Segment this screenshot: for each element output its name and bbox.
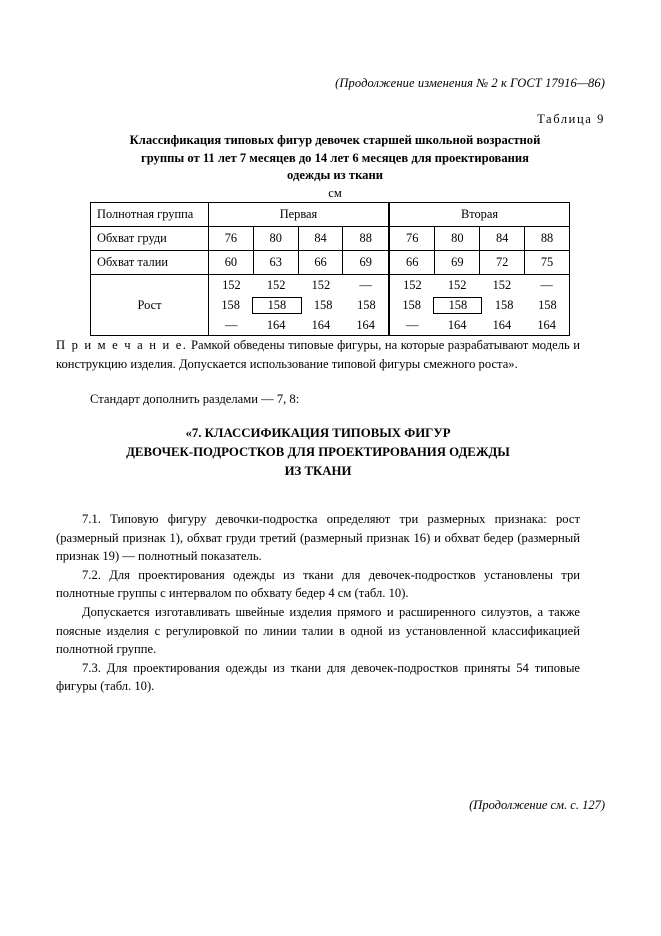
cell-height-g1-0-2: 152 <box>311 277 331 292</box>
cell-waist-g1-2: 66 <box>298 251 343 275</box>
cell-height-g2-0-2: 152 <box>492 277 512 292</box>
cell-height-g1-2-0: — <box>225 317 238 332</box>
cell-waist-g2-3: 75 <box>525 251 570 275</box>
cell-height-g1-2-3: 164 <box>356 317 375 332</box>
table-header-row <box>91 203 570 227</box>
table-row <box>91 227 570 251</box>
cell-height-g1-1-0: 158 <box>221 297 240 312</box>
paragraph-7-3: 7.3. Для проектирования одежды из ткани для девочек-подростков приняты 54 типовые фигуры (табл. 10). <box>56 660 580 694</box>
height-line <box>390 295 569 315</box>
cell-waist-g1-3: 69 <box>343 251 389 275</box>
cell-chest-g1-1: 80 <box>253 227 298 251</box>
cell-chest-g1-0: 76 <box>209 227 254 251</box>
cell-waist-g1-1: 63 <box>253 251 298 275</box>
height-cells-group-first <box>209 275 389 336</box>
page-title-line2: группы от 11 лет 7 месяцев до 14 лет 6 месяцев для проектирования <box>141 150 529 165</box>
section-heading-line1: «7. КЛАССИФИКАЦИЯ ТИПОВЫХ ФИГУР <box>185 426 451 440</box>
page-title-line1: Классификация типовых фигур девочек старшей школьной возрастной <box>129 133 541 147</box>
cell-height-g1-2-2: 164 <box>311 317 331 332</box>
cell-height-g1-0-1: 152 <box>266 277 286 292</box>
cell-height-g2-0-0: 152 <box>403 277 422 292</box>
cell-height-g1-1-3: 158 <box>357 297 376 312</box>
continuation-header: (Продолжение изменения № 2 к ГОСТ 17916—86) <box>335 76 605 90</box>
height-line <box>209 315 388 335</box>
note-keyword: П р и м е ч а н и е. <box>56 338 188 352</box>
unit-label: см <box>328 186 342 200</box>
body-text <box>56 510 580 696</box>
note-text: Рамкой обведены типовые фигуры, на которые разрабатывают модель и конструкцию изделия. Допускается использование типовой фигуры смежного роста». <box>56 338 581 371</box>
cell-height-g1-1-2: 158 <box>313 297 333 312</box>
cell-waist-g2-2: 72 <box>480 251 525 275</box>
cell-waist-g1-0: 60 <box>209 251 254 275</box>
cell-height-g2-2-0: — <box>406 317 419 332</box>
cell-height-g2-0-3: — <box>540 277 553 292</box>
height-cells-group-second <box>389 275 570 336</box>
cell-chest-g2-2: 84 <box>480 227 525 251</box>
cell-chest-g2-3: 88 <box>525 227 570 251</box>
cell-height-g2-1-1-boxed: 158 <box>433 297 482 314</box>
section-heading-line2: ДЕВОЧЕК-ПОДРОСТКОВ ДЛЯ ПРОЕКТИРОВАНИЯ ОДЕЖДЫ <box>126 445 510 459</box>
cell-chest-g2-1: 80 <box>435 227 480 251</box>
table-label: Таблица 9 <box>537 112 605 126</box>
cell-waist-g2-1: 69 <box>435 251 480 275</box>
row-label-height: Рост <box>91 275 209 336</box>
row-label-waist: Обхват талии <box>91 251 209 275</box>
cell-height-g2-2-3: 164 <box>537 317 556 332</box>
page-title <box>90 132 580 185</box>
cell-chest-g1-2: 84 <box>298 227 343 251</box>
row-label-chest: Обхват груди <box>91 227 209 251</box>
cell-height-g1-0-3: — <box>359 277 372 292</box>
section-heading-line3: ИЗ ТКАНИ <box>284 464 352 478</box>
cell-height-g2-0-1: 152 <box>447 277 467 292</box>
footer-continuation: (Продолжение см. с. 127) <box>469 798 605 812</box>
height-line <box>209 275 388 295</box>
height-line <box>390 315 569 335</box>
page-title-line3: одежды из ткани <box>287 168 383 182</box>
height-line <box>209 295 388 315</box>
paragraph-7-1: 7.1. Типовую фигуру девочки-подростка определяют три размерных признака: рост (размерный признак 1), обхват груди третий (размерный признак 16) и обхват бедер (размерный признак 19) — полнотный показатель. <box>56 512 580 564</box>
cell-height-g1-0-0: 152 <box>222 277 241 292</box>
table-row-height <box>91 275 570 336</box>
cell-chest-g1-3: 88 <box>343 227 389 251</box>
classification-table <box>90 202 570 336</box>
table-note <box>56 336 580 373</box>
cell-height-g2-1-3: 158 <box>538 297 557 312</box>
cell-height-g2-2-1: 164 <box>447 317 467 332</box>
cell-waist-g2-0: 66 <box>389 251 435 275</box>
cell-height-g1-2-1: 164 <box>266 317 286 332</box>
table-header-group-first: Первая <box>209 203 389 227</box>
cell-height-g2-1-0: 158 <box>402 297 421 312</box>
paragraph-7-2: 7.2. Для проектирования одежды из ткани для девочек-подростков установлены три полнотные группы с интервалом по обхвату бедер 4 см (табл. 10). <box>56 567 580 601</box>
cell-height-g2-2-2: 164 <box>492 317 512 332</box>
table-row <box>91 251 570 275</box>
table-header-row-label: Полнотная группа <box>91 203 209 227</box>
cell-height-g2-1-2: 158 <box>494 297 514 312</box>
cell-height-g1-1-1-boxed: 158 <box>252 297 301 314</box>
paragraph-allowance: Допускается изготавливать швейные изделия прямого и расширенного силуэтов, а также поясные изделия с регулировкой по линии талии в одной из установленной классификацией полнотной группе. <box>56 604 580 657</box>
section-heading <box>56 424 580 481</box>
cell-chest-g2-0: 76 <box>389 227 435 251</box>
standard-amend-line: Стандарт дополнить разделами — 7, 8: <box>90 392 300 406</box>
height-line <box>390 275 569 295</box>
table-header-group-second: Вторая <box>389 203 570 227</box>
